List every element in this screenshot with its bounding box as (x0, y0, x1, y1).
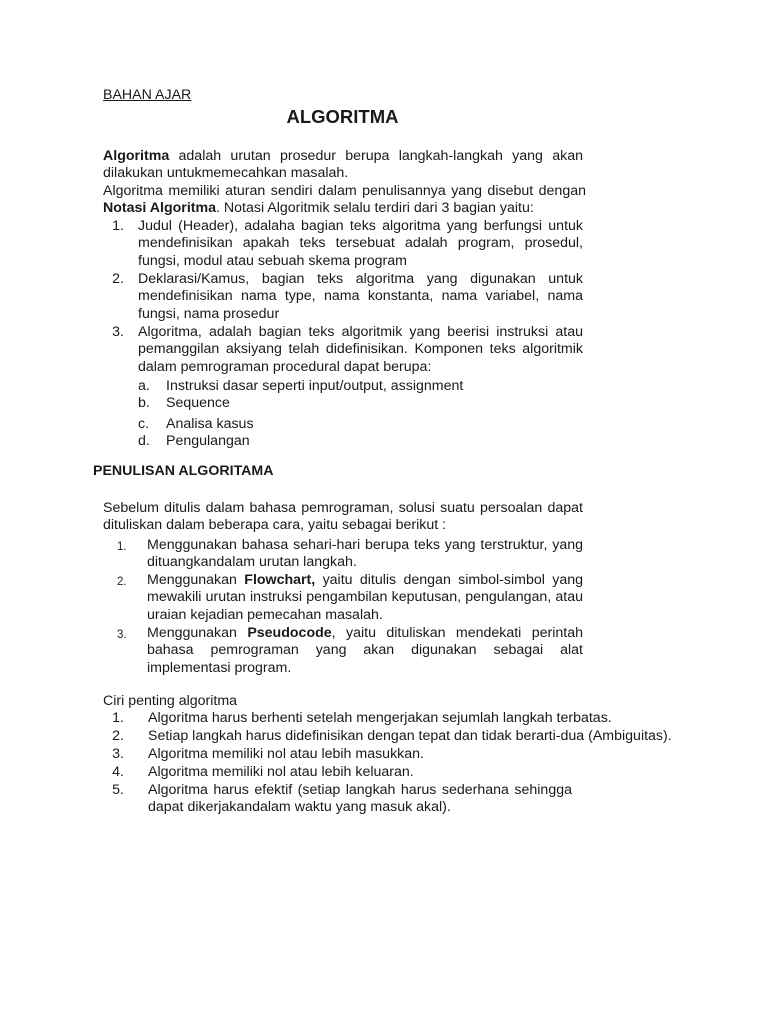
term-pseudocode: Pseudocode (247, 625, 332, 641)
list-item: 2. Menggunakan Flowchart, yaitu ditulis dengan simbol-simbol yang mewakili urutan instruksi pengambilan keputusan, pengulangan, atau uraian kejadian pemecahan masalah. (117, 572, 584, 623)
list-item: 5. Algoritma harus efektif (setiap langkah harus sederhana sehingga dapat dikerjakandalam waktu yang masuk akal). (112, 782, 572, 816)
term-flowchart: Flowchart, (244, 572, 316, 588)
intro-line-3: Algoritma memiliki aturan sendiri dalam penulisannya yang disebut dengan (103, 182, 586, 199)
intro-line-1: Algoritma adalah urutan prosedur berupa langkah-langkah yang akan (103, 148, 583, 164)
list-item: 3. Menggunakan Pseudocode, yaitu dituliskan mendekati perintah bahasa pemrograman yang akan digunakan sebagai alat implementasi program. (117, 625, 583, 676)
document-page: BAHAN AJAR ALGORITMA Algoritma adalah urutan prosedur berupa langkah-langkah yang akan dilakukan untukmemecahkan masalah. Algoritma memiliki aturan sendiri dalam penulisannya yang disebut dengan Notasi Algoritma. Notasi Algoritmik selalu terdiri dari 3 bagian yaitu: 1. Judul (Header), adalaha bagian teks algoritma yang berfungsi untuk mendefinisikan apakah teks tersebuat adalah program, prosedul, fungsi, modul atau sebuah skema program 2. Deklarasi/Kamus, bagian teks algoritma yang digunakan untuk mendefinisikan nama type, nama konstanta, nama variabel, nama fungsi, nama prosedur 3. Algoritma, adalah bagian teks algoritmik yang beerisi instruksi atau pemanggilan aksiyang telah didefinisikan. Komponen teks algoritmik dalam pemrograman procedural dapat berupa: a. Instruksi dasar seperti input/output, assignment b. Sequence c. Analisa kasus d. Pengulangan PENULISAN ALGORITAMA Sebelum ditulis dalam bahasa pemrograman, solusi suatu persoalan dapat dituliskan dalam beberapa cara, yaitu sebagai berikut : 1. Menggunakan bahasa sehari-hari berupa teks yang terstruktur, yang dituangkandalam urutan langkah. 2. Menggunakan Flowchart, yaitu ditulis dengan simbol-simbol yang mewakili urutan instruksi pengambilan keputusan, pengulangan, atau uraian kejadian pemecahan masalah. 3. Menggunakan Pseudocode, yaitu dituliskan mendekati perintah bahasa pemrograman yang akan digunakan sebagai alat implementasi program. Ciri penting algoritma 1. Algoritma harus berhenti setelah mengerjakan sejumlah langkah terbatas. 2. Setiap langkah harus didefinisikan dengan tepat dan tidak berarti-dua (Ambiguitas). 3. Algoritma memiliki nol atau lebih masukkan. 4. Algoritma memiliki nol atau lebih keluaran. 5. Algoritma harus efektif (setiap langkah harus sederhana sehingga dapat dikerjakandalam waktu yang masuk akal). (0, 0, 768, 1024)
traits-heading: Ciri penting algoritma (103, 693, 238, 709)
intro-line-4: Notasi Algoritma. Notasi Algoritmik selalu terdiri dari 3 bagian yaitu: (103, 200, 534, 217)
list-item: 1. Menggunakan bahasa sehari-hari berupa teks yang terstruktur, yang dituangkandalam urutan langkah. (117, 537, 583, 571)
list-item: 3. Algoritma, adalah bagian teks algoritmik yang beerisi instruksi atau pemanggilan aksiyang telah didefinisikan. Komponen teks algoritmik dalam pemrograman procedural dapat berupa: (112, 324, 583, 375)
term-algoritma: Algoritma (103, 148, 170, 164)
term-notasi-algoritma: Notasi Algoritma (103, 200, 216, 217)
list-item: 1. Judul (Header), adalaha bagian teks algoritma yang berfungsi untuk mendefinisikan apakah teks tersebuat adalah program, prosedul, fungsi, modul atau sebuah skema program (112, 218, 583, 269)
header-label: BAHAN AJAR (103, 87, 192, 103)
page-title: ALGORITMA (286, 106, 399, 127)
section-heading: PENULISAN ALGORITAMA (93, 463, 274, 479)
intro-paragraph-1 (103, 148, 586, 218)
list-item: 2. Deklarasi/Kamus, bagian teks algoritma yang digunakan untuk mendefinisikan nama type, nama konstanta, nama variabel, nama fungsi, nama prosedur (112, 271, 583, 322)
intro-line-2: dilakukan untukmemecahkan masalah. (103, 165, 349, 182)
writing-intro: Sebelum ditulis dalam bahasa pemrograman, solusi suatu persoalan dapat dituliskan dalam beberapa cara, yaitu sebagai berikut : (103, 500, 583, 534)
